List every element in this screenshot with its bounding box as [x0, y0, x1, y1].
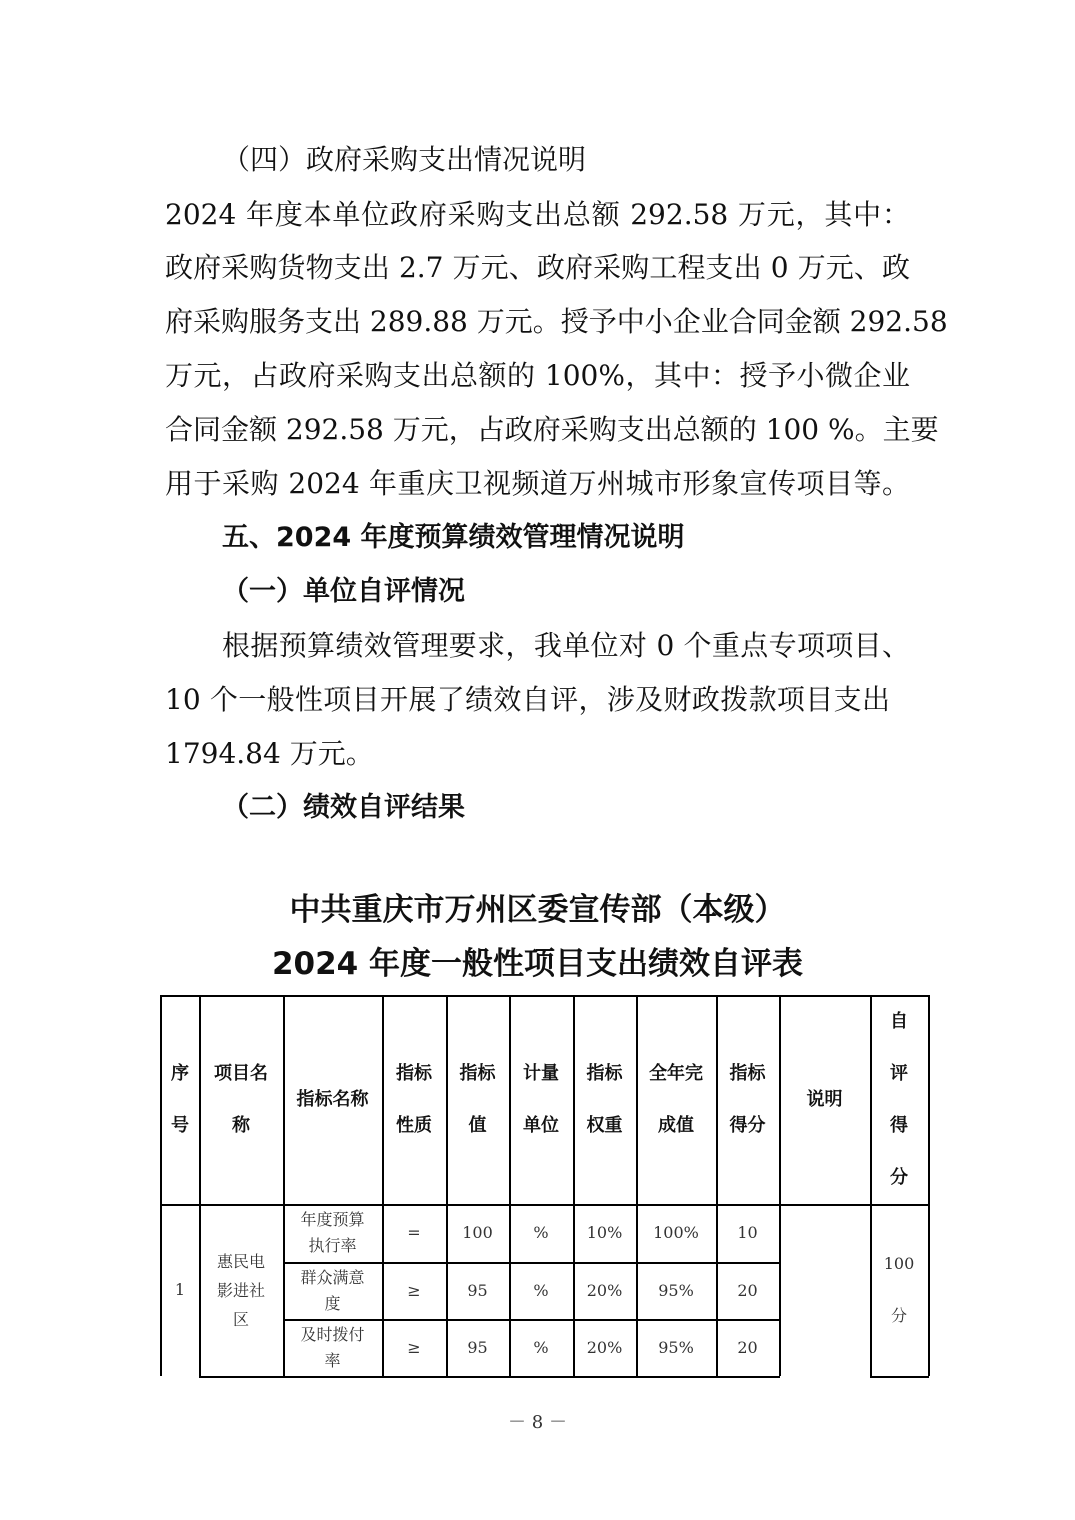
header-self-score-text: 得 — [890, 1114, 908, 1136]
indicator-name — [283, 1319, 382, 1376]
page-number: － 8 － — [508, 1412, 567, 1433]
grid-line — [870, 1376, 929, 1378]
header-nature — [382, 995, 446, 1204]
header-seq-text: 号 — [171, 1114, 189, 1136]
header-self-score-text: 自 — [890, 1010, 908, 1032]
procurement-line-1: 2024 年度本单位政府采购支出总额 292.58 万元，其中： — [165, 198, 910, 231]
header-unit-text: 计量 — [523, 1062, 559, 1084]
procurement-line-3: 府采购服务支出 289.88 万元。授予中小企业合同金额 292.58 — [165, 305, 948, 338]
indicator-name-text: 年度预算 — [300, 1210, 365, 1229]
header-self-score — [870, 995, 928, 1204]
selfeval-line-3: 1794.84 万元。 — [165, 737, 374, 770]
procurement-line-6: 用于采购 2024 年重庆卫视频道万州城市形象宣传项目等。 — [165, 467, 910, 500]
indicator-name-text: 率 — [324, 1350, 341, 1370]
row-project-text: 影进社 — [216, 1280, 265, 1300]
table-title-line-1: 中共重庆市万州区委宣传部（本级） — [289, 892, 786, 928]
indicator-name-text: 及时拨付 — [300, 1324, 365, 1344]
header-actual-text: 全年完 — [649, 1062, 703, 1084]
indicator-name-text: 度 — [324, 1293, 341, 1313]
row-self-score — [870, 1204, 928, 1376]
header-weight — [573, 995, 636, 1204]
header-unit — [509, 995, 573, 1204]
header-score — [716, 995, 779, 1204]
row-seq: 1 — [174, 1280, 186, 1299]
selfeval-line-2: 10 个一般性项目开展了绩效自评，涉及财政拨款项目支出 — [165, 683, 890, 716]
table-title-line-2: 2024 年度一般性项目支出绩效自评表 — [271, 946, 804, 982]
subsection-5-2-title: （二）绩效自评结果 — [222, 792, 465, 823]
indicator-weight: 20% — [586, 1337, 623, 1357]
indicator-actual: 95% — [658, 1337, 694, 1357]
header-seq-text: 序 — [171, 1062, 189, 1084]
indicator-actual: 100% — [653, 1223, 699, 1242]
header-actual — [636, 995, 716, 1204]
header-value — [446, 995, 509, 1204]
header-unit-text: 单位 — [523, 1114, 559, 1136]
indicator-name-text: 群众满意 — [300, 1267, 365, 1287]
row-project-text: 惠民电 — [216, 1251, 265, 1271]
indicator-unit: % — [533, 1337, 549, 1357]
grid-line — [928, 995, 930, 1376]
header-nature-text: 指标 — [396, 1062, 432, 1084]
indicator-weight: 10% — [586, 1223, 623, 1242]
header-self-score-text: 评 — [890, 1062, 908, 1084]
header-project-text: 项目名 — [214, 1062, 268, 1084]
grid-line — [199, 1376, 780, 1378]
header-nature-text: 性质 — [396, 1114, 432, 1136]
indicator-value: 95 — [467, 1280, 488, 1300]
indicator-nature: ≥ — [407, 1337, 421, 1357]
procurement-line-4: 万元，占政府采购支出总额的 100%，其中：授予小微企业 — [165, 359, 910, 392]
procurement-line-2: 政府采购货物支出 2.7 万元、政府采购工程支出 0 万元、政 — [165, 251, 910, 284]
indicator-score: 20 — [737, 1337, 758, 1357]
indicator-score: 20 — [737, 1280, 758, 1300]
indicator-score: 10 — [737, 1223, 758, 1242]
subsection-4-title: （四）政府采购支出情况说明 — [222, 143, 587, 176]
indicator-name — [283, 1262, 382, 1319]
header-project-text: 称 — [232, 1114, 250, 1136]
indicator-value: 100 — [462, 1223, 493, 1242]
header-value-text: 指标 — [459, 1062, 496, 1084]
indicator-name-text: 执行率 — [308, 1236, 357, 1255]
header-weight-text: 权重 — [586, 1114, 623, 1136]
row-self-score-text: 100 — [883, 1254, 915, 1273]
indicator-unit: % — [533, 1223, 549, 1242]
selfeval-line-1: 根据预算绩效管理要求，我单位对 0 个重点专项项目、 — [222, 629, 910, 662]
indicator-nature: = — [407, 1223, 421, 1242]
header-note — [779, 995, 870, 1204]
header-indicator-text: 指标名称 — [296, 1088, 369, 1110]
procurement-line-5: 合同金额 292.58 万元，占政府采购支出总额的 100 %。主要 — [165, 413, 939, 446]
indicator-name — [283, 1204, 382, 1262]
row-project-name — [199, 1204, 283, 1376]
header-self-score-text: 分 — [890, 1166, 908, 1188]
row-project-text: 区 — [232, 1309, 249, 1329]
header-value-text: 值 — [468, 1114, 487, 1136]
indicator-weight: 20% — [586, 1280, 623, 1300]
header-indicator — [283, 995, 382, 1204]
header-score-text: 指标 — [729, 1062, 766, 1084]
indicator-nature: ≥ — [407, 1280, 421, 1300]
indicator-actual: 95% — [658, 1280, 694, 1300]
header-project — [199, 995, 283, 1204]
header-weight-text: 指标 — [586, 1062, 623, 1084]
section-5-title: 五、2024 年度预算绩效管理情况说明 — [222, 522, 685, 553]
subsection-5-1-title: （一）单位自评情况 — [222, 576, 465, 607]
indicator-unit: % — [533, 1280, 549, 1300]
header-seq — [160, 995, 200, 1204]
header-actual-text: 成值 — [658, 1114, 694, 1136]
header-note-text: 说明 — [806, 1088, 843, 1110]
row-self-score-text: 分 — [890, 1306, 907, 1325]
header-score-text: 得分 — [729, 1114, 766, 1136]
indicator-value: 95 — [467, 1337, 488, 1357]
